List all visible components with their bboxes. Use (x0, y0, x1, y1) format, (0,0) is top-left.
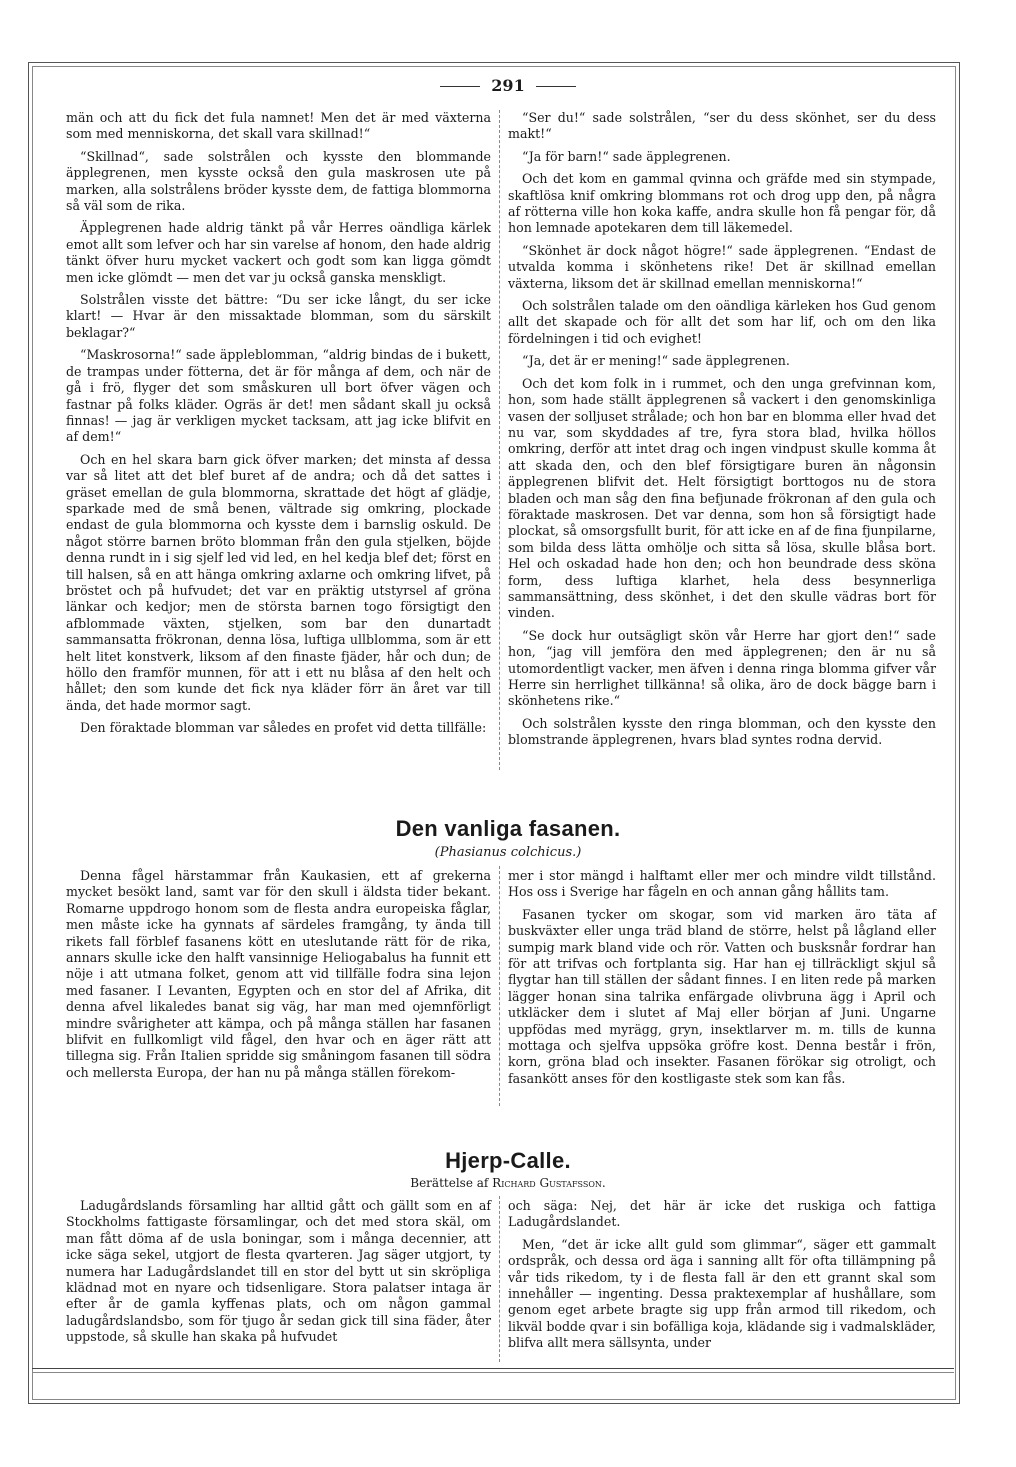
paragraph: och säga: Nej, det här är icke det ruskiga och fattiga Ladugårdslandet. (508, 1198, 936, 1230)
page-number: 291 (491, 76, 525, 95)
paragraph: män och att du fick det fula namnet! Men det är med växterna som med menniskorna, det skall vara skillnad!“ (66, 110, 491, 142)
story2-left-column (66, 868, 491, 1087)
fasan-article-title: Den vanliga fasanen. (395, 816, 621, 841)
story1-right-column (508, 110, 936, 755)
paragraph: Och solstrålen kysste den ringa blomman, och den kysste den blomstrande äpplegrenen, hvars blad syntes rodna dervid. (508, 715, 936, 748)
bottom-rule (32, 1368, 954, 1369)
paragraph: “Ja för barn!“ sade äpplegrenen. (522, 148, 731, 164)
header-rule-right (536, 86, 576, 87)
paragraph: “Skönhet är dock något högre!“ sade äpplegrenen. “Endast de utvalda komma i skönhetens rike! Det är skillnad emellan växterna, liksom det är skillnad emellan menniskorna!“ (508, 242, 936, 291)
paragraph: “Skillnad“, sade solstrålen och kysste den blommande äpplegrenen, men kysste också den gula maskrosen ute på marken, alla solstrålens bröder kysste dem, de fattiga blommorna så väl som de rika. (66, 148, 491, 214)
paragraph: Och det kom folk in i rummet, och den unga grefvinnan kom, hon, som hade ställt äpplegrenen så vackert i den genomskinliga vasen der solljuset strålade; och hon bar en blomma eller hvad det nu var, som skyddades af tre, fyra stora blad, hvilka höllos omkring, derför att intet drag och ingen vindpust skulle komma åt att skada den, och den blef försigtigare buren än någonsin äpplegrenen blifvit det. Helt försigtigt borttogos nu de stora bladen och man såg den fina befjunade frökronan af den gula och föraktade maskrosen. Det var denna, som hon så försigtigt hade plockat, så omsorgsfullt burit, för att icke en af de fina fjunpilarne, som bilda dess lätta omhölje och sitta så lösa, skulle blåsa bort. Hel och oskadad hade hon den; och hon beundrade dess sköna form, dess luftiga klarhet, hela dess besynnerliga sammansättning, dess skönhet, i det den skulle vädras bort för vinden. (508, 375, 936, 621)
paragraph: Ladugårdslands församling har alltid gått och gällt som en af Stockholms fattigaste församlingar, och det med stora skäl, om man fått döma af de usla boningar, som i många decennier, att icke säga sekel, utgjort de flesta qvarteren. Jag säger utgjort, ty numera har Ladugårdslandet till en stor del bytt ut sin skröpliga klädnad mot en nyare och tidsenligare. Stora palatser intaga är efter år de gamla kyffenas plats, och om någon gammal ladugårdslandsbo, som för tjugo år sedan gick till sina fäder, åter uppstode, så skulle han skaka på hufvudet (66, 1198, 491, 1345)
page-number-header (0, 76, 1016, 95)
paragraph: Denna fågel härstammar från Kaukasien, ett af grekerna mycket besökt land, samt var för den skull i äldsta tider bekant. Romarne uppdrogo honom som de flesta andra europeiska fåglar, men måste icke ha gynnats af särdeles framgång, ty ända till rikets fall förblef fasanens kött en uteslutande rätt för de rika, annars skulle icke den halft vansinnige Heliogabalus ha funnit ett nöje i att utmana folket, genom att vid tillfälle fodra sina lejon med fasaner. I Levanten, Egypten och en stor del af Afrika, dit denna afvel likaledes banat sig väg, har man med ojemnförligt mindre svårigheter att kämpa, och på många ställen har fasanen blifvit en fullkomligt vild fågel, den hvar och en äger rätt att tillegna sig. Från Italien spridde sig småningom fasanen till södra och mellersta Europa, der han nu på många ställen förekom- (66, 868, 491, 1080)
story3-left-column (66, 1198, 491, 1352)
paragraph: Den föraktade blomman var således en profet vid detta tillfälle: (80, 720, 487, 736)
paragraph: Och solstrålen talade om den oändliga kärleken hos Gud genom allt det skapade och för allt det som har lif, och om den lika fördelningen i tid och evighet! (508, 298, 936, 346)
byline-prefix: Berättelse af (410, 1176, 489, 1190)
hjerp-calle-title: Hjerp-Calle. (445, 1148, 571, 1173)
column-divider (499, 110, 500, 770)
column-divider (499, 866, 500, 1106)
paragraph: “Ja, det är er mening!“ sade äpplegrenen. (522, 353, 790, 369)
paragraph: mer i stor mängd i halftamt eller mer och mindre vildt tillstånd. Hos oss i Sverige har fågeln en och annan gång hållits tam. (508, 868, 936, 900)
fasan-article-subtitle: (Phasianus colchicus.) (434, 845, 582, 860)
author-name: Richard Gustafsson. (492, 1176, 606, 1190)
paragraph: “Maskrosorna!“ sade äppleblomman, “aldrig bindas de i bukett, de trampas under fötterna, det är för många af dem, och när de gå i frö, flyger det som småskuren ull bort öfver vägen och fastnar på folks kläder. Ogräs är det! men sådant skall ju också finnas! — jag är verkligen mycket tacksam, att jag icke blifvit en af dem!“ (66, 347, 491, 445)
column-divider (499, 1196, 500, 1362)
paragraph: Och en hel skara barn gick öfver marken; det minsta af dessa var så litet att det blef buret af de andra; och då det sattes i gräset emellan de gula blommorna, skrattade det högt af glädje, sparkade med de små benen, vältrade sig omkring, plockade endast de gula blommorna och kysste dem i barnslig oskuld. De något större barnen bröto blomman från den gula stjelken, böjde denna rundt in i sig sjelf led vid led, en hel kedja blef det; först en till halsen, så en att hänga omkring axlarne och omkring lifvet, på bröstet och på hufvudet; det var en präktig utstyrsel af gröna länkar och kedjor; men de största barnen togo försigtigt den afblommade växten, stjelken, som bar den dunartadt sammansatta frökronan, denna lösa, luftiga ullblomma, som är ett helt litet konstverk, liksom af den finaste fjäder, hår och dun; de höllo den framför munnen, för att i ett nu blåsa af den helt och hållet; den som kunde det fick nya kläder förr än året var till ända, det hade mormor sagt. (66, 451, 491, 713)
paragraph: “Ser du!“ sade solstrålen, “ser du dess skönhet, ser du dess makt!“ (508, 110, 936, 142)
paragraph: Och det kom en gammal qvinna och gräfde med sin stympade, skaftlösa knif omkring blommans rot och drog upp den, på några af rötterna ville hon koka kaffe, andra skulle hon få pengar för, då hon lemnade apotekaren dem till läkemedel. (508, 171, 936, 236)
story2-right-column (508, 868, 936, 1093)
story1-left-column (66, 110, 491, 743)
paragraph: “Se dock hur outsägligt skön vår Herre har gjort den!“ sade hon, “jag vill jemföra den med äpplegrenen; den är nu så utomordentligt vacker, men äfven i denna ringa blomma gifver vår Herre sin herrlighet tillkänna! så olika, äro de dock bägge barn i skönhetens rike.“ (508, 627, 936, 709)
header-rule-left (440, 86, 480, 87)
paragraph: Äpplegrenen hade aldrig tänkt på vår Herres oändliga kärlek emot allt som lefver och har sin varelse af honom, den hade aldrig tänkt öfver huru mycket vackert och godt som kan ligga gömdt men icke glömdt — men det var ju också ganska menskligt. (66, 220, 491, 285)
story3-right-column (508, 1198, 936, 1358)
paragraph: Men, “det är icke allt guld som glimmar“, säger ett gammalt ordspråk, och dessa ord äga i sanning allt för ofta tillämpning på vår tids rikedom, ty i de flesta fall är den ett grannt skal som innehåller — ingenting. Dessa praktexemplar af hushållare, som genom eget arbete bragte sig upp från armod till rikedom, och likväl bodde qvar i sin bofälliga koja, klädande sig i vadmalskläder, blifva allt mera sällsynta, under (508, 1236, 936, 1351)
bottom-rule-inner (32, 1372, 954, 1373)
paragraph: Fasanen tycker om skogar, som vid marken äro täta af buskväxter eller unga träd bland de större, helst på lågland eller sumpig mark bland vide och rör. Vatten och busksnår fordrar han för att trifvas och fortplanta sig. Har han ej tillräckligt skjul så flygtar han till ställen der sådant finnes. I en liten rede på marken lägger honan sina talrika enfärgade olivbruna ägg i April och utkläcker dem i slutet af Maj eller början af Juni. Ungarne uppfödas med myrägg, gryn, insektlarver m. m. tills de kunna mottaga och sjelfva uppsöka gröfre kost. Denna består i frön, korn, gröna blad och insekter. Fasanen förökar sig otroligt, och fasankött anses för den kostligaste stek som kan fås. (508, 906, 936, 1086)
paragraph: Solstrålen visste det bättre: “Du ser icke långt, du ser icke klart! — Hvar är den missaktade blomman, som du särskilt beklagar?“ (66, 292, 491, 340)
hjerp-calle-byline (0, 1176, 1016, 1190)
